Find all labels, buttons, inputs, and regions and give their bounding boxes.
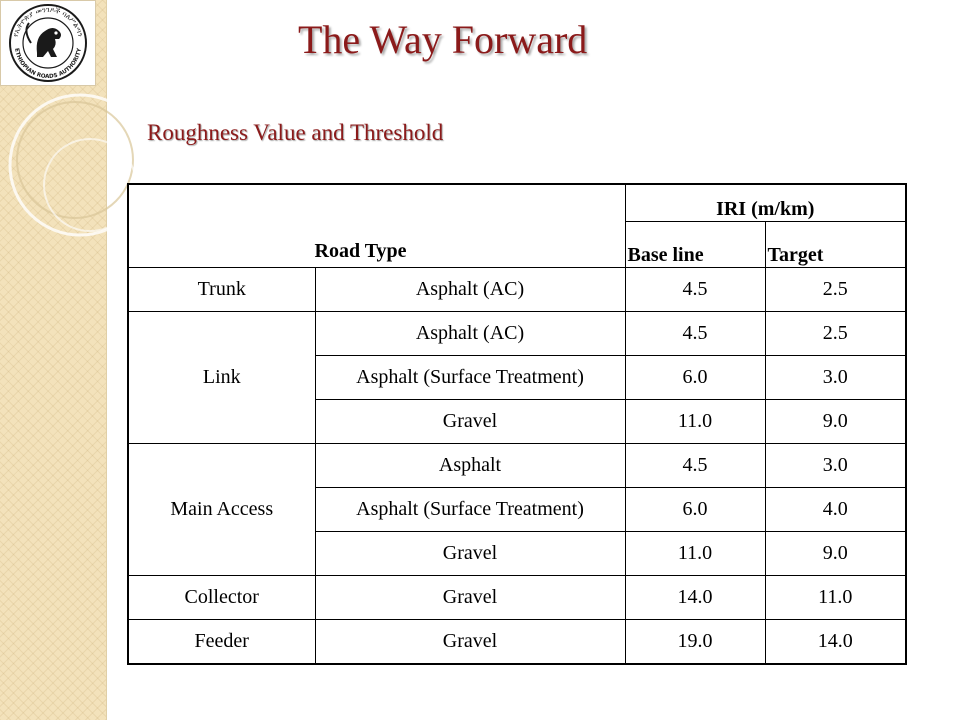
table-row <box>128 444 906 488</box>
base-line-cell: 19.0 <box>625 620 765 665</box>
target-cell: 2.5 <box>765 268 906 312</box>
target-cell: 9.0 <box>765 400 906 444</box>
base-line-cell: 6.0 <box>625 488 765 532</box>
header-target: Target <box>765 222 906 268</box>
base-line-cell: 14.0 <box>625 576 765 620</box>
target-cell: 11.0 <box>765 576 906 620</box>
surface-cell: Gravel <box>315 576 625 620</box>
target-cell: 3.0 <box>765 444 906 488</box>
iri-threshold-table <box>127 183 907 665</box>
base-line-cell: 11.0 <box>625 400 765 444</box>
surface-cell: Gravel <box>315 620 625 665</box>
target-cell: 14.0 <box>765 620 906 665</box>
road-type-cell: Main Access <box>128 444 315 576</box>
base-line-cell: 4.5 <box>625 312 765 356</box>
header-base-line: Base line <box>625 222 765 268</box>
surface-cell: Asphalt (Surface Treatment) <box>315 356 625 400</box>
header-road-type: Road Type <box>128 184 625 268</box>
logo-text-english: ETHIOPIAN ROADS AUTHORITY <box>13 47 83 81</box>
surface-cell: Gravel <box>315 532 625 576</box>
decorative-side-strip <box>0 0 107 720</box>
road-type-cell: Feeder <box>128 620 315 665</box>
surface-cell: Asphalt (Surface Treatment) <box>315 488 625 532</box>
target-cell: 9.0 <box>765 532 906 576</box>
road-type-cell: Link <box>128 312 315 444</box>
target-cell: 2.5 <box>765 312 906 356</box>
header-iri: IRI (m/km) <box>625 184 906 222</box>
surface-cell: Gravel <box>315 400 625 444</box>
table-row <box>128 576 906 620</box>
base-line-cell: 11.0 <box>625 532 765 576</box>
table-row <box>128 312 906 356</box>
target-cell: 4.0 <box>765 488 906 532</box>
surface-cell: Asphalt (AC) <box>315 312 625 356</box>
surface-cell: Asphalt (AC) <box>315 268 625 312</box>
table-row <box>128 620 906 665</box>
road-type-cell: Collector <box>128 576 315 620</box>
target-cell: 3.0 <box>765 356 906 400</box>
slide-title: The Way Forward <box>298 17 588 62</box>
slide-subtitle: Roughness Value and Threshold <box>147 120 444 145</box>
road-type-cell: Trunk <box>128 268 315 312</box>
base-line-cell: 6.0 <box>625 356 765 400</box>
base-line-cell: 4.5 <box>625 268 765 312</box>
surface-cell: Asphalt <box>315 444 625 488</box>
authority-logo <box>0 0 96 86</box>
base-line-cell: 4.5 <box>625 444 765 488</box>
table-row <box>128 268 906 312</box>
logo-text-amharic: የኢትዮጵያ መንገዶች ባለሥልጣን <box>10 4 86 38</box>
